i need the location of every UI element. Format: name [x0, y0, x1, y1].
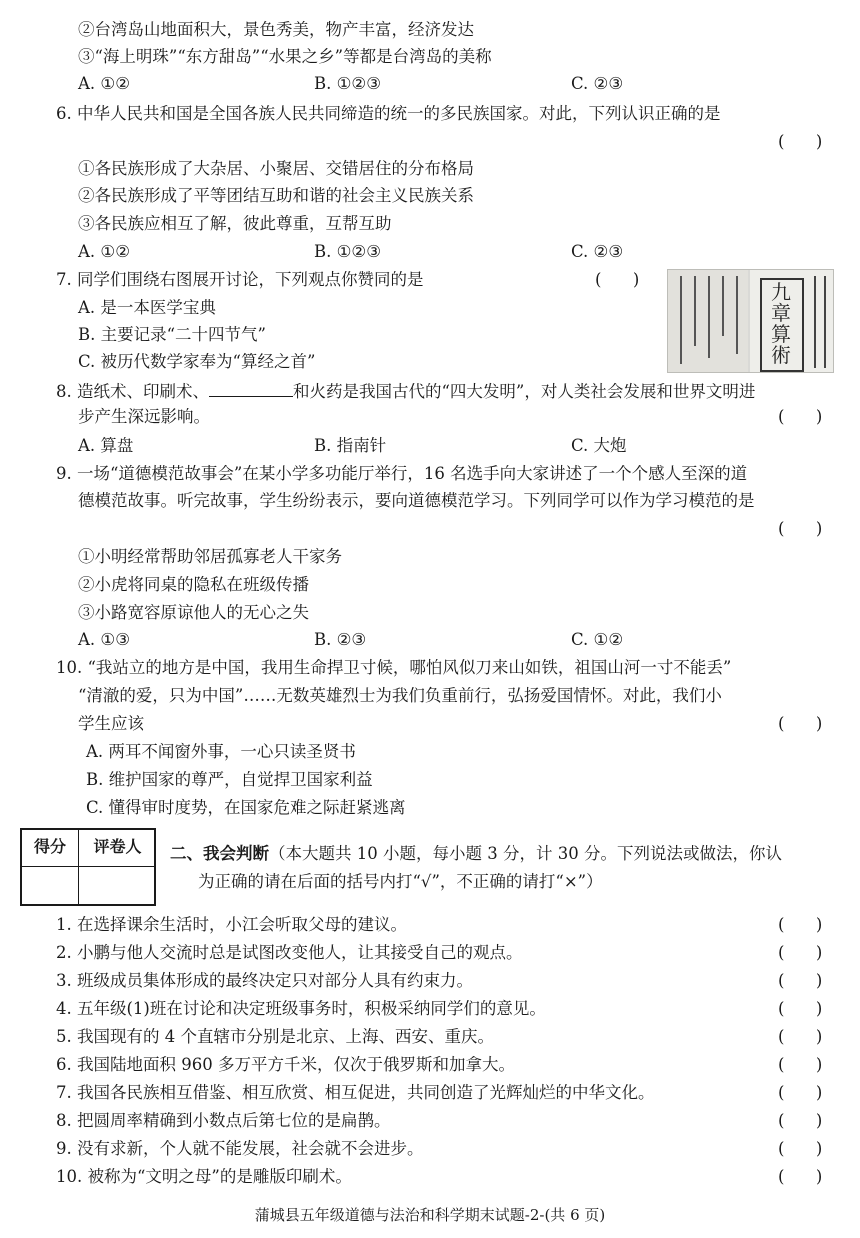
judge-item-2-paren: ( ) — [778, 943, 823, 962]
q7-stem: 7. 同学们围绕右图展开讨论，下列观点你赞同的是 — [56, 270, 424, 289]
q6-option-b: B. ①②③ — [314, 242, 381, 261]
judge-item-3-paren: ( ) — [778, 971, 823, 990]
judge-item-5-paren: ( ) — [778, 1027, 823, 1046]
q9-option-c: C. ①② — [571, 630, 624, 649]
q6-statement-1: ①各民族形成了大杂居、小聚居、交错居住的分布格局 — [78, 159, 474, 178]
q6-option-c: C. ②③ — [571, 242, 624, 261]
judge-item-6-paren: ( ) — [778, 1055, 823, 1074]
q5-statement-2: ②台湾岛山地面积大，景色秀美，物产丰富，经济发达 — [78, 20, 474, 39]
section2-heading-line1 — [170, 842, 782, 866]
q6-answer-paren: ( ) — [778, 132, 823, 151]
q8-answer-paren: ( ) — [778, 407, 823, 426]
score-header: 得分 — [33, 837, 66, 856]
judge-item-6: 6. 我国陆地面积 960 多万平方千米，仅次于俄罗斯和加拿大。 — [56, 1055, 515, 1074]
q9-statement-3: ③小路宽容原谅他人的无心之失 — [78, 603, 309, 622]
judge-item-2: 2. 小鹏与他人交流时总是试图改变他人，让其接受自己的观点。 — [56, 943, 523, 962]
q9-option-a: A. ①③ — [78, 630, 130, 649]
q5-option-c: C. ②③ — [571, 74, 624, 93]
score-table — [20, 828, 156, 906]
q6-option-a: A. ①② — [78, 242, 130, 261]
section2-title: 二、我会判断 — [170, 844, 269, 863]
q8-stem-pre: 8. 造纸术、印刷术、 — [56, 382, 209, 401]
judge-item-4-paren: ( ) — [778, 999, 823, 1018]
page-footer: 蒲城县五年级道德与法治和科学期末试题-2-(共 6 页) — [254, 1206, 606, 1224]
book-title-text: 九章算術 — [771, 280, 791, 367]
judge-item-9-paren: ( ) — [778, 1139, 823, 1158]
judge-item-10-paren: ( ) — [778, 1167, 823, 1186]
grader-header: 评卷人 — [93, 837, 142, 856]
q5-option-a: A. ①② — [78, 74, 130, 93]
q9-stem-line2: 德模范故事。听完故事，学生纷纷表示，要向道德模范学习。下列同学可以作为学习模范的是 — [78, 491, 755, 510]
q9-answer-paren: ( ) — [778, 519, 823, 538]
q7-answer-paren: ( ) — [595, 270, 640, 289]
judge-item-1: 1. 在选择课余生活时，小江会听取父母的建议。 — [56, 915, 407, 934]
q9-stem-line1: 9. 一场“道德模范故事会”在某小学多功能厅举行，16 名选手向大家讲述了一个个感人至深的道 — [56, 464, 748, 483]
q9-option-b: B. ②③ — [314, 630, 367, 649]
q9-statement-1: ①小明经常帮助邻居孤寡老人干家务 — [78, 547, 342, 566]
judge-item-9: 9. 没有求新，个人就不能发展，社会就不会进步。 — [56, 1139, 424, 1158]
judge-item-4: 4. 五年级(1)班在讨论和决定班级事务时，积极采纳同学们的意见。 — [56, 999, 546, 1018]
judge-item-8: 8. 把圆周率精确到小数点后第七位的是扁鹊。 — [56, 1111, 391, 1130]
q10-answer-paren: ( ) — [778, 714, 823, 733]
q9-statement-2: ②小虎将同桌的隐私在班级传播 — [78, 575, 309, 594]
section2-desc-line2: 为正确的请在后面的括号内打“√”，不正确的请打“×”） — [198, 872, 603, 891]
q6-statement-2: ②各民族形成了平等团结互助和谐的社会主义民族关系 — [78, 186, 474, 205]
q6-stem: 6. 中华人民共和国是全国各族人民共同缔造的统一的多民族国家。对此，下列认识正确的是 — [56, 104, 721, 123]
section2-desc-line1: （本大题共 10 小题，每小题 3 分，计 30 分。下列说法或做法，你认 — [269, 844, 782, 863]
q7-option-c: C. 被历代数学家奉为“算经之首” — [78, 352, 316, 371]
judge-item-7-paren: ( ) — [778, 1083, 823, 1102]
q8-stem — [56, 378, 755, 404]
q10-option-b: B. 维护国家的尊严，自觉捍卫国家利益 — [86, 770, 373, 789]
q6-statement-3: ③各民族应相互了解，彼此尊重，互帮互助 — [78, 214, 392, 233]
q8-fill-blank[interactable] — [209, 378, 293, 397]
judge-item-7: 7. 我国各民族相互借鉴、相互欣赏、相互促进，共同创造了光辉灿烂的中华文化。 — [56, 1083, 655, 1102]
q7-option-a: A. 是一本医学宝典 — [78, 298, 216, 317]
q8-option-b: B. 指南针 — [314, 436, 387, 455]
q10-option-a: A. 两耳不闻窗外事，一心只读圣贤书 — [86, 742, 356, 761]
q7-option-b: B. 主要记录“二十四节气” — [78, 325, 266, 344]
judge-item-5: 5. 我国现有的 4 个直辖市分别是北京、上海、西安、重庆。 — [56, 1027, 494, 1046]
q10-option-c: C. 懂得审时度势，在国家危难之际赶紧逃离 — [86, 798, 406, 817]
jiuzhang-suanshu-book-photo — [667, 269, 834, 373]
q8-option-a: A. 算盘 — [78, 436, 134, 455]
q8-stem-line2: 步产生深远影响。 — [78, 407, 210, 426]
judge-item-3: 3. 班级成员集体形成的最终决定只对部分人具有约束力。 — [56, 971, 473, 990]
q5-option-b: B. ①②③ — [314, 74, 381, 93]
q5-statement-3: ③“海上明珠”“东方甜岛”“水果之乡”等都是台湾岛的美称 — [78, 47, 492, 66]
judge-item-8-paren: ( ) — [778, 1111, 823, 1130]
q10-stem-line3: 学生应该 — [78, 714, 144, 733]
judge-item-10: 10. 被称为“文明之母”的是雕版印刷术。 — [56, 1167, 352, 1186]
judge-item-1-paren: ( ) — [778, 915, 823, 934]
q10-stem-line2: “清澈的爱，只为中国”……无数英雄烈士为我们负重前行，弘扬爱国情怀。对此，我们小 — [78, 686, 722, 705]
q10-stem-line1: 10. “我站立的地方是中国，我用生命捍卫寸候，哪怕风似刀来山如铁，祖国山河一寸不能丢” — [56, 658, 732, 677]
q8-stem-post: 和火药是我国古代的“四大发明”，对人类社会发展和世界文明进 — [293, 382, 756, 401]
q8-option-c: C. 大炮 — [571, 436, 627, 455]
